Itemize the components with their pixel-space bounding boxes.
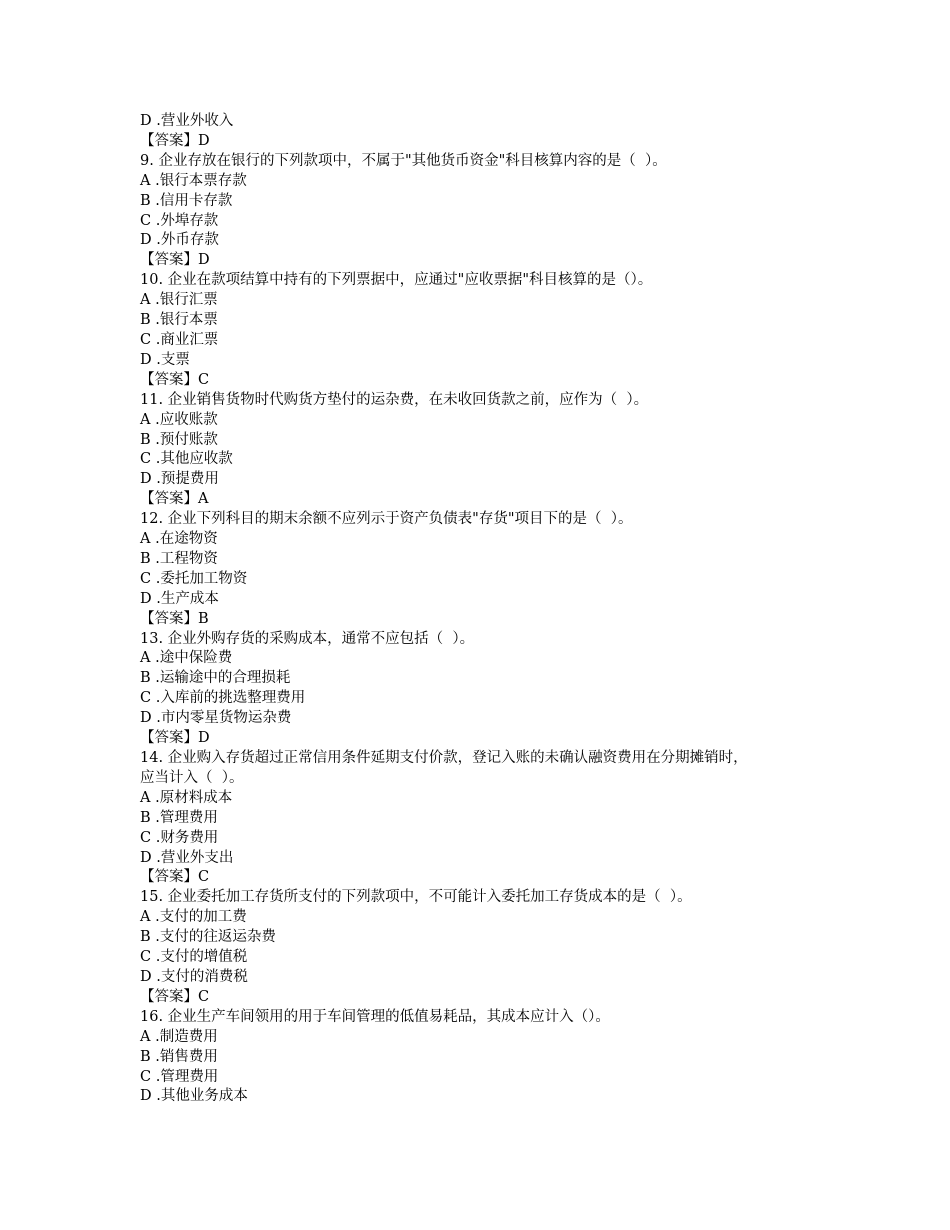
option-line: B .信用卡存款 xyxy=(140,192,233,209)
option-line: A .在途物资 xyxy=(140,531,218,548)
option-line: B .预付账款 xyxy=(140,431,218,448)
document-body xyxy=(140,112,820,1107)
option-line: B .管理费用 xyxy=(140,809,218,826)
option-line: D .生产成本 xyxy=(140,590,219,607)
option-line: A .途中保险费 xyxy=(140,650,233,667)
option-line: C .管理费用 xyxy=(140,1068,219,1085)
option-line: C .其他应收款 xyxy=(140,451,233,468)
option-line: D .外币存款 xyxy=(140,232,219,249)
question-line: 11. 企业销售货物时代购货方垫付的运杂费，在未收回货款之前，应作为（ ）。 xyxy=(140,391,649,408)
option-line: C .商业汇票 xyxy=(140,331,219,348)
option-line: A .银行本票存款 xyxy=(140,172,247,189)
option-line: A .原材料成本 xyxy=(140,789,233,806)
question-line: 9. 企业存放在银行的下列款项中，不属于"其他货币资金"科目核算内容的是（ ）。 xyxy=(140,152,667,169)
answer-line: 【答案】D xyxy=(140,252,210,269)
option-line: D .支付的消费税 xyxy=(140,968,248,985)
option-line: D .营业外支出 xyxy=(140,849,234,866)
option-line: D .支票 xyxy=(140,351,190,368)
question-line: 13. 企业外购存货的采购成本，通常不应包括（ ）。 xyxy=(140,630,475,647)
answer-line: 【答案】C xyxy=(140,988,210,1005)
question-line: 16. 企业生产车间领用的用于车间管理的低值易耗品，其成本应计入（）。 xyxy=(140,1008,610,1025)
option-line: D .市内零星货物运杂费 xyxy=(140,710,292,727)
question-line: 12. 企业下列科目的期末余额不应列示于资产负债表"存货"项目下的是（ ）。 xyxy=(140,511,633,528)
answer-line: 【答案】C xyxy=(140,371,210,388)
question-line-continued: 应当计入（ ）。 xyxy=(140,769,244,786)
option-line: B .银行本票 xyxy=(140,312,218,329)
option-line: A .银行汇票 xyxy=(140,292,218,309)
question-line: 10. 企业在款项结算中持有的下列票据中，应通过"应收票据"科目核算的是（）。 xyxy=(140,272,653,289)
answer-line: 【答案】D xyxy=(140,132,210,149)
question-line: 15. 企业委托加工存货所支付的下列款项中，不可能计入委托加工存货成本的是（ ）。 xyxy=(140,889,692,906)
question-line: 14. 企业购入存货超过正常信用条件延期支付价款，登记入账的未确认融资费用在分期摊销时， xyxy=(140,750,748,766)
option-line: B .销售费用 xyxy=(140,1048,218,1065)
option-line: A .支付的加工费 xyxy=(140,909,247,926)
option-line: D .营业外收入 xyxy=(140,113,234,129)
option-line: C .委托加工物资 xyxy=(140,570,248,587)
option-line: D .预提费用 xyxy=(140,471,219,488)
option-line: B .工程物资 xyxy=(140,550,218,567)
option-line: D .其他业务成本 xyxy=(140,1088,248,1105)
option-line: C .外埠存款 xyxy=(140,212,219,229)
option-line: A .制造费用 xyxy=(140,1028,218,1045)
answer-line: 【答案】D xyxy=(140,730,210,747)
answer-line: 【答案】B xyxy=(140,610,209,627)
option-line: B .运输途中的合理损耗 xyxy=(140,670,291,687)
answer-line: 【答案】A xyxy=(140,491,209,508)
option-line: B .支付的往返运杂费 xyxy=(140,929,276,946)
option-line: C .入库前的挑选整理费用 xyxy=(140,690,306,707)
option-line: A .应收账款 xyxy=(140,411,218,428)
option-line: C .支付的增值税 xyxy=(140,949,248,966)
answer-line: 【答案】C xyxy=(140,869,210,886)
option-line: C .财务费用 xyxy=(140,829,219,846)
